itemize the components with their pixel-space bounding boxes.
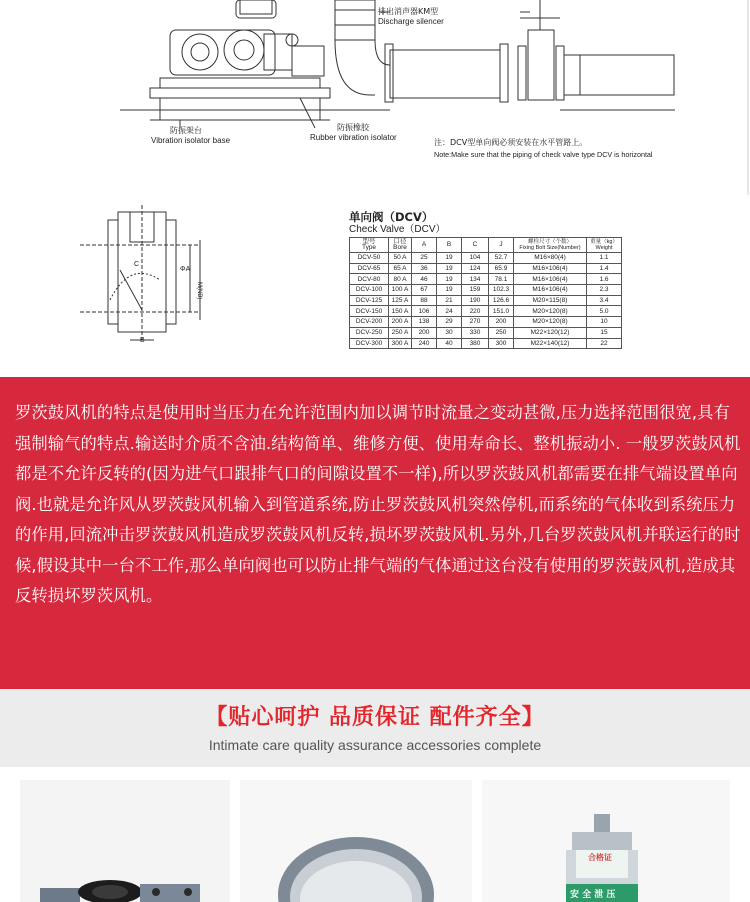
dim-c-label: C [134,261,140,268]
table-cell: 46 [412,274,437,285]
rubber-label-cn: 防振橡胶 [337,123,369,132]
table-cell: 19 [437,285,462,296]
table-cell: 19 [437,274,462,285]
table-cell: 250 A [389,327,412,338]
table-cell: 22 [587,338,622,349]
table-cell: DCV-125 [350,295,389,306]
product-card-relief-valve[interactable] [482,780,730,902]
table-cell: DCV-65 [350,263,389,274]
table-cell: M16×80(4) [514,253,587,264]
table-row [350,285,622,296]
table-row [350,327,622,338]
table-cell: 200 [412,327,437,338]
table-cell: 3.4 [587,295,622,306]
note-cn: 注：DCV型单向阀必须安装在水平管路上。 [434,138,588,147]
description-text: 罗茨鼓风机的特点是使用时当压力在允许范围内加以调节时流量之变动甚微,压力选择范围很宽,具有强制输气的特点.输送时介质不含油.结构简单、维修方便、使用寿命长、整机振动小. 一般罗茨鼓风机都是不允许反转的(因为进气口跟排气口的间隙设置不一样),所以罗茨鼓风机都需要在排气端设置单向阀.也就是允许风从罗茨鼓风机输入到管道系统,防止罗茨鼓风机突然停机,而系统的气体收到系统压力的作用,回流冲击罗茨鼓风机造成罗茨鼓风机反转,损坏罗茨鼓风机.另外,几台罗茨鼓风机并联运行的时候,假设其中一台不工作,那么单向阀也可以防止排气端的气体通过这台没有使用的罗茨鼓风机,造成其反转损坏罗茨风机。 [15,403,741,605]
header-bolt: 螺栓尺寸（个数） Fixing Bolt Size(Number) [514,238,587,253]
product-card-rubber-joint[interactable] [20,780,230,902]
table-row [350,295,622,306]
table-cell: DCV-150 [350,306,389,317]
table-cell: 270 [462,317,489,328]
table-cell: M22×140(12) [514,338,587,349]
table-row [350,253,622,264]
table-cell: 134 [462,274,489,285]
dim-m-label: M(NB) [196,282,202,300]
table-cell: 30 [437,327,462,338]
table-cell: 29 [437,317,462,328]
table-cell: 78.1 [489,274,514,285]
relief-valve-tag-2: 安 全 泄 压 [570,890,616,900]
table-cell: 1.4 [587,263,622,274]
table-cell: 52.7 [489,253,514,264]
table-cell: 21 [437,295,462,306]
table-cell: 126.6 [489,295,514,306]
table-cell: DCV-300 [350,338,389,349]
table-cell: M20×120(8) [514,306,587,317]
table-cell: 15 [587,327,622,338]
table-cell: 240 [412,338,437,349]
table-cell: 125 A [389,295,412,306]
check-valve-title-en: Check Valve（DCV） [349,224,446,235]
banner-title: 【贴心呵护 品质保证 配件齐全】 [205,705,545,730]
table-cell: 65 A [389,263,412,274]
header-type: 型号 Type [350,238,389,253]
table-cell: 190 [462,295,489,306]
product-card-valve-disc[interactable] [240,780,472,902]
base-label-en: Vibration isolator base [151,136,231,145]
table-cell: 1.1 [587,253,622,264]
valve-section-svg [70,200,210,350]
table-cell: 24 [437,306,462,317]
table-cell: DCV-50 [350,253,389,264]
table-row [350,338,622,349]
table-cell: 2.3 [587,285,622,296]
table-cell: 102.3 [489,285,514,296]
installation-diagram [0,0,750,195]
table-cell: 124 [462,263,489,274]
header-bore: 口径 Bore [389,238,412,253]
table-cell: 67 [412,285,437,296]
table-cell: 5.0 [587,306,622,317]
table-cell: DCV-250 [350,327,389,338]
table-cell: 25 [412,253,437,264]
table-cell: 220 [462,306,489,317]
table-row [350,263,622,274]
table-cell: M22×120(12) [514,327,587,338]
check-valve-table [349,237,622,349]
note-en: Note:Make sure that the piping of check valve type DCV is horizontal [434,150,653,159]
valve-disc-image [240,780,472,902]
table-cell: 300 A [389,338,412,349]
table-row [350,306,622,317]
table-cell: M16×106(4) [514,274,587,285]
table-cell: 19 [437,253,462,264]
table-cell: 100 A [389,285,412,296]
table-cell: 200 A [389,317,412,328]
valve-section-drawing [70,200,210,350]
dim-a-label: ΦA [180,266,191,273]
silencer-label-en: Discharge silencer [378,17,444,26]
rubber-joint-image [20,780,230,902]
table-cell: 159 [462,285,489,296]
table-cell: 1.6 [587,274,622,285]
table-cell: 65.9 [489,263,514,274]
description-panel [0,377,750,689]
table-cell: 150 A [389,306,412,317]
table-row [350,317,622,328]
table-cell: M20×120(8) [514,317,587,328]
table-cell: 88 [412,295,437,306]
table-row [350,274,622,285]
header-weight: 重量（kg） Weight [587,238,622,253]
table-cell: 104 [462,253,489,264]
table-cell: DCV-200 [350,317,389,328]
table-cell: 380 [462,338,489,349]
check-valve-title-cn: 单向阀（DCV） [349,210,434,224]
table-cell: M16×106(4) [514,285,587,296]
table-cell: 19 [437,263,462,274]
table-cell: M20×115(8) [514,295,587,306]
table-cell: 50 A [389,253,412,264]
header-b: B [437,238,462,253]
table-cell: 300 [489,338,514,349]
table-cell: DCV-100 [350,285,389,296]
table-cell: DCV-80 [350,274,389,285]
table-cell: 200 [489,317,514,328]
installation-diagram-drawing [0,0,750,195]
relief-valve-image [482,780,730,902]
base-label-cn: 防振架台 [170,126,202,135]
table-cell: 330 [462,327,489,338]
header-j: J [489,238,514,253]
table-cell: 10 [587,317,622,328]
relief-valve-tag-1: 合格证 [588,853,612,862]
silencer-label-cn: 排出消声器KM型 [378,7,439,16]
table-cell: 151.0 [489,306,514,317]
table-cell: M16×106(4) [514,263,587,274]
table-cell: 40 [437,338,462,349]
product-gallery [0,767,750,902]
check-valve-spec [349,210,649,349]
table-cell: 80 A [389,274,412,285]
rubber-label-en: Rubber vibration isolator [310,133,397,142]
table-cell: 106 [412,306,437,317]
feature-banner [0,689,750,767]
dim-b-label: B [140,337,145,344]
table-cell: 138 [412,317,437,328]
header-c: C [462,238,489,253]
table-header-row [350,238,622,253]
table-cell: 36 [412,263,437,274]
table-cell: 250 [489,327,514,338]
banner-subtitle: Intimate care quality assurance accessories complete [208,737,542,753]
header-a: A [412,238,437,253]
